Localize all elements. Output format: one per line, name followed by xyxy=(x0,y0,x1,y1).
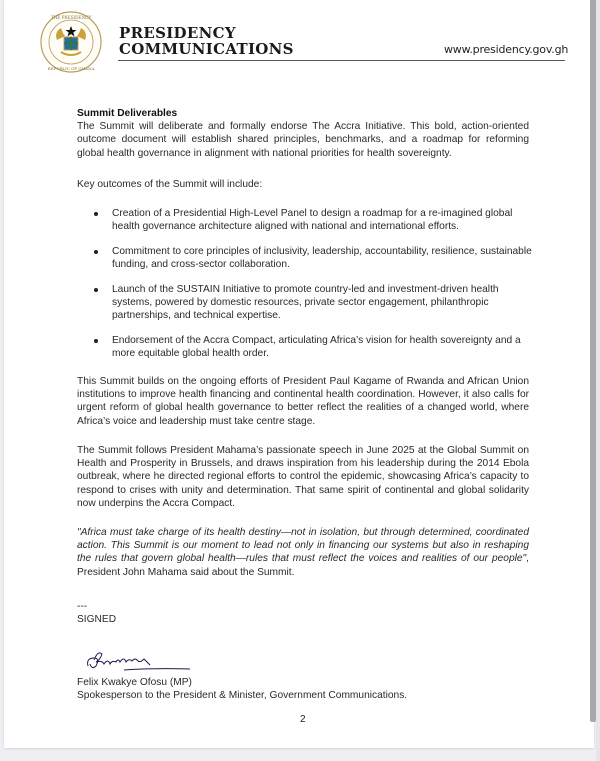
kagame-paragraph: This Summit builds on the ongoing efforts of President Paul Kagame of Rwanda and African Union institutions to improve health financing and continental health coordination. However, it also calls for urgent reform of global health governance to better reflect the realities of a changed world, where Africa’s voice and leadership must take centre stage. xyxy=(77,376,529,427)
brand-line-2: COMMUNICATIONS xyxy=(119,40,294,58)
header-divider xyxy=(118,60,565,61)
list-item-text: Creation of a Presidential High-Level Panel to design a roadmap for a re-imagined global health governance architecture aligned with national and international efforts. xyxy=(112,208,513,233)
list-item-text: Launch of the SUSTAIN Initiative to promote country-led and investment-driven health systems, powered by domestic resources, private sector engagement, philanthropic partnerships, and technical expertise. xyxy=(112,283,499,322)
scrollbar-track[interactable] xyxy=(596,0,600,761)
bullet-icon xyxy=(94,339,98,343)
document-page xyxy=(4,0,594,748)
mahama-paragraph: The Summit follows President Mahama’s passionate speech in June 2025 at the Global Summit on Health and Prosperity in Brussels, and draws inspiration from his leadership during the 2014 Ebola outbreak, where he directed regional efforts to control the epidemic, showcasing Africa’s capacity to respond to crises with unity and determination. That same spirit of continental and global solidarity now underpins the Accra Compact. xyxy=(77,445,529,509)
list-item xyxy=(94,245,534,272)
signatory-role: Spokesperson to the President & Minister, Government Communications. xyxy=(77,690,408,702)
page-number: 2 xyxy=(300,714,306,725)
list-item xyxy=(94,207,534,234)
signoff-separator: --- xyxy=(77,601,88,612)
signed-label: SIGNED xyxy=(77,614,117,626)
quote-text: "Africa must take charge of its health destiny—not in isolation, but through determined, coordinated action. This Summit is our moment to lead not only in financing our systems but also in reshaping the rules that govern global health—rules that must reflect the voices and realities of our people" xyxy=(77,527,529,565)
signatory-name: Felix Kwakye Ofosu (MP) xyxy=(77,677,192,688)
key-outcomes-list xyxy=(94,207,534,361)
website-link[interactable]: www.presidency.gov.gh xyxy=(444,43,569,56)
seal-text-bottom: REPUBLIC OF GHANA xyxy=(47,66,95,71)
signoff-block xyxy=(77,600,529,626)
brand-line-1: PRESIDENCY xyxy=(119,24,236,42)
quote-attribution: , President John Mahama said about the Summit. xyxy=(77,553,529,578)
list-item-text: Commitment to core principles of inclusivity, leadership, accountability, resilience, sustainable funding, and cross-sector collaboration. xyxy=(112,245,532,271)
list-item-text: Endorsement of the Accra Compact, articulating Africa’s vision for health sovereignty and a more equitable global health order. xyxy=(112,334,521,360)
list-item xyxy=(94,334,534,361)
signature-icon xyxy=(84,648,194,674)
scrollbar-thumb[interactable] xyxy=(590,0,596,722)
bullet-icon xyxy=(94,212,98,216)
signatory-block xyxy=(77,676,529,702)
bullet-icon xyxy=(94,288,98,292)
intro-paragraph: The Summit will deliberate and formally endorse The Accra Initiative. This bold, action-oriented outcome document will establish shared principles, benchmarks, and a roadmap for reforming global health governance in alignment with national priorities for health sovereignty. xyxy=(77,121,529,159)
section-title: Summit Deliverables xyxy=(77,108,178,119)
quote-paragraph xyxy=(77,526,529,579)
bullet-icon xyxy=(94,250,98,254)
brand-title xyxy=(119,25,294,57)
key-outcomes-lead: Key outcomes of the Summit will include: xyxy=(77,179,263,190)
seal-text-top: THE PRESIDENCY xyxy=(50,15,92,20)
list-item xyxy=(94,283,534,323)
presidency-seal-icon xyxy=(39,10,103,74)
section-intro-block xyxy=(77,107,529,160)
